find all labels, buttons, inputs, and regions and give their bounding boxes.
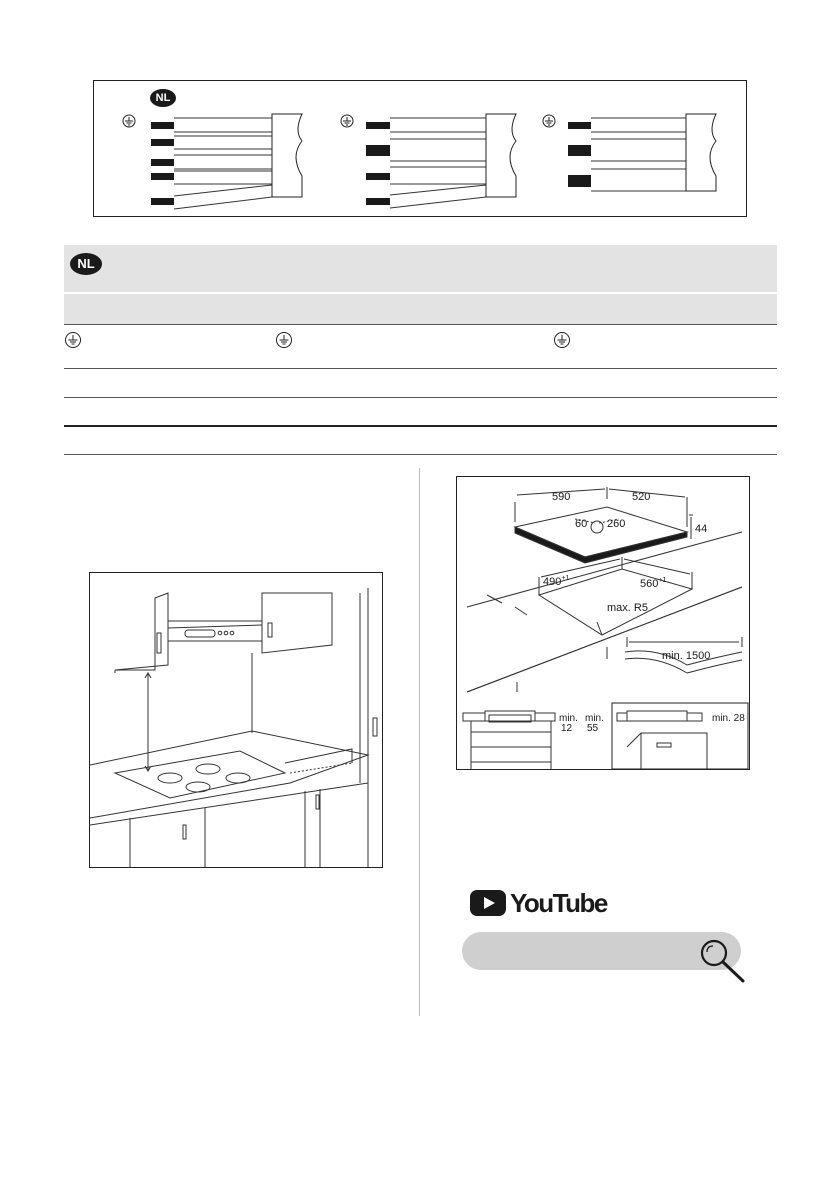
dim-corner-radius: max. R5 <box>607 602 648 614</box>
kitchen-svg <box>90 573 382 867</box>
table-nl-badge: NL <box>70 253 102 275</box>
nl-badge: NL <box>150 89 176 107</box>
dim-min-gap-b-label: min. <box>585 713 604 724</box>
dim-depth: 520 <box>632 491 651 503</box>
hob-dimension-diagram <box>456 476 750 770</box>
ground-symbol-icon <box>275 331 293 349</box>
column-divider <box>419 468 420 1016</box>
dim-cutout-depth <box>640 577 666 590</box>
connection-1 <box>123 114 302 209</box>
dim-min-gap-b: 55 <box>587 723 599 734</box>
table-rule <box>64 454 777 455</box>
table-rule <box>64 425 777 427</box>
ground-symbol-icon <box>543 115 555 127</box>
connection-3 <box>543 114 716 191</box>
dim-offset-b: 260 <box>607 518 626 530</box>
ground-symbol-icon <box>123 115 135 127</box>
dim-min-gap-a-label: min. <box>559 713 578 724</box>
table-header-band <box>64 245 777 292</box>
dim-min-gap-a: 12 <box>561 723 573 734</box>
dim-cutout-width-value: 490 <box>543 576 562 588</box>
table-rule <box>64 324 777 325</box>
wiring-svg <box>94 81 746 216</box>
hob-dimension-svg <box>457 477 749 769</box>
ground-symbol-icon <box>64 331 82 349</box>
youtube-play-icon <box>470 890 506 916</box>
dim-cutout-depth-value: 560 <box>640 578 659 590</box>
dim-min-gap-c: min. 28 <box>712 713 745 724</box>
magnifier-icon[interactable] <box>697 936 747 984</box>
dim-cutout-width-tol: +1 <box>561 575 570 582</box>
dim-cable-length: min. 1500 <box>662 650 711 662</box>
dim-offset-a: 60 <box>575 518 588 530</box>
ground-symbol-icon <box>553 331 571 349</box>
kitchen-illustration <box>89 572 383 868</box>
dim-height: 44 <box>695 523 708 535</box>
connection-2 <box>341 114 516 208</box>
youtube-wordmark: YouTube <box>510 888 607 918</box>
table-subheader-band <box>64 294 777 324</box>
table-rule <box>64 368 777 369</box>
dim-width: 590 <box>552 491 571 503</box>
inset-right <box>617 711 707 769</box>
youtube-logo <box>470 887 607 919</box>
dim-cutout-width <box>543 575 569 588</box>
wiring-diagram <box>93 80 747 217</box>
table-rule <box>64 397 777 398</box>
dim-cutout-depth-tol: +1 <box>658 577 667 584</box>
inset-left <box>463 711 555 769</box>
ground-symbol-icon <box>341 115 353 127</box>
